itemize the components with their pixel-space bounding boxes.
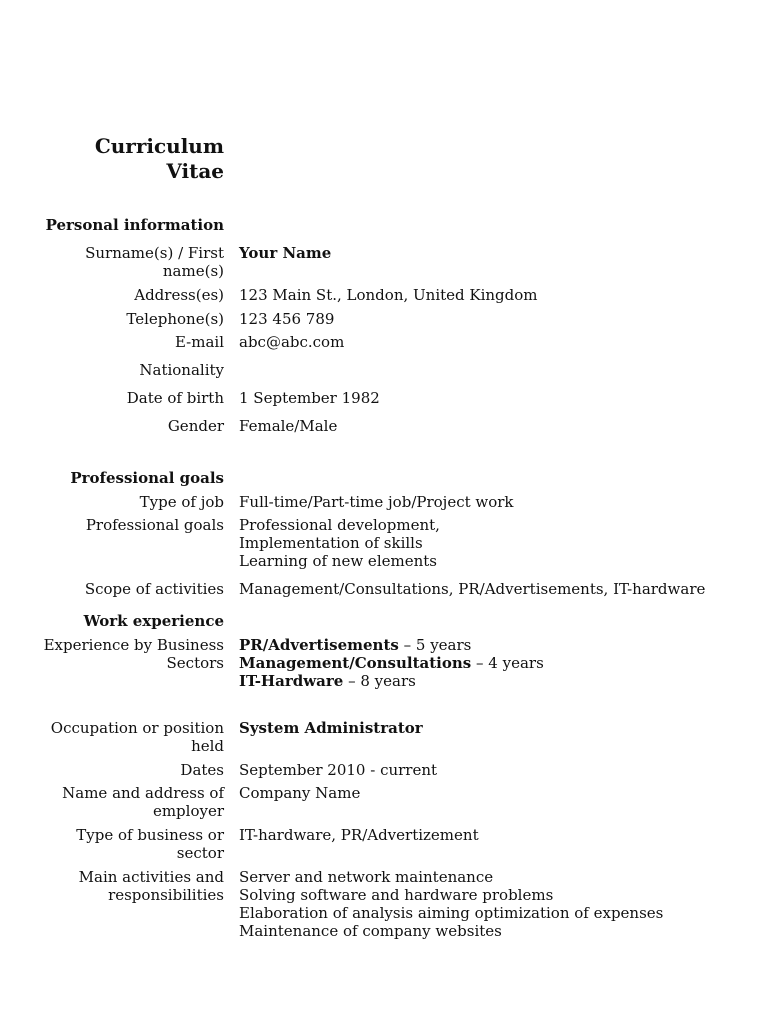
scope-value: Management/Consultations, PR/Advertisements, IT-hardware — [239, 580, 706, 598]
activities-label-line1: Main activities and — [78, 868, 224, 886]
position-label-line1: Occupation or position — [50, 719, 224, 737]
dob-value: 1 September 1982 — [239, 389, 380, 407]
sector-duration: – 4 years — [476, 654, 544, 672]
dates-value: September 2010 - current — [239, 761, 438, 779]
goals-value-1: Professional development, — [239, 516, 440, 534]
section-professional-goals: Professional goals — [70, 469, 224, 487]
section-work-experience: Work experience — [83, 612, 224, 630]
business-label-line1: Type of business or — [76, 826, 224, 844]
address-label: Address(es) — [134, 286, 224, 304]
dates-label: Dates — [180, 761, 224, 779]
dob-label: Date of birth — [126, 389, 224, 407]
activity-item: Maintenance of company websites — [239, 922, 502, 940]
name-value: Your Name — [239, 244, 332, 262]
gender-label: Gender — [167, 417, 224, 435]
nationality-label: Nationality — [139, 361, 224, 379]
sector-name: Management/Consultations — [239, 654, 472, 672]
gender-value: Female/Male — [239, 417, 338, 435]
activity-item: Solving software and hardware problems — [239, 886, 554, 904]
sector-duration: – 8 years — [348, 672, 416, 690]
goals-label: Professional goals — [85, 516, 224, 534]
goals-value-3: Learning of new elements — [239, 552, 437, 570]
activity-item: Elaboration of analysis aiming optimization of expenses — [239, 904, 664, 922]
name-label-line2: name(s) — [162, 262, 224, 280]
employer-value: Company Name — [239, 784, 361, 802]
telephone-value: 123 456 789 — [239, 310, 335, 328]
name-label-line1: Surname(s) / First — [85, 244, 224, 262]
sector-name: PR/Advertisements — [239, 636, 399, 654]
sectors-label-line2: Sectors — [166, 654, 224, 672]
sectors-label-line1: Experience by Business — [43, 636, 224, 654]
sector-item — [239, 636, 471, 654]
activities-label-line2: responsibilities — [108, 886, 224, 904]
sector-name: IT-Hardware — [239, 672, 344, 690]
cv-title-line1: Curriculum — [94, 134, 224, 158]
section-personal-information: Personal information — [45, 216, 224, 234]
sector-item — [239, 654, 544, 672]
job-type-value: Full-time/Part-time job/Project work — [239, 493, 514, 511]
position-label-line2: held — [191, 737, 224, 755]
position-value: System Administrator — [239, 719, 423, 737]
sector-item — [239, 672, 416, 690]
employer-label-line1: Name and address of — [62, 784, 224, 802]
email-label: E-mail — [174, 333, 224, 351]
job-type-label: Type of job — [139, 493, 224, 511]
telephone-label: Telephone(s) — [126, 310, 224, 328]
email-value: abc@abc.com — [239, 333, 345, 351]
scope-label: Scope of activities — [84, 580, 224, 598]
goals-value-2: Implementation of skills — [239, 534, 423, 552]
cv-title-line2: Vitae — [166, 159, 224, 183]
address-value: 123 Main St., London, United Kingdom — [239, 286, 538, 304]
sector-duration: – 5 years — [403, 636, 472, 654]
employer-label-line2: employer — [152, 802, 224, 820]
activity-item: Server and network maintenance — [239, 868, 494, 886]
business-label-line2: sector — [176, 844, 224, 862]
business-value: IT-hardware, PR/Advertizement — [239, 826, 479, 844]
